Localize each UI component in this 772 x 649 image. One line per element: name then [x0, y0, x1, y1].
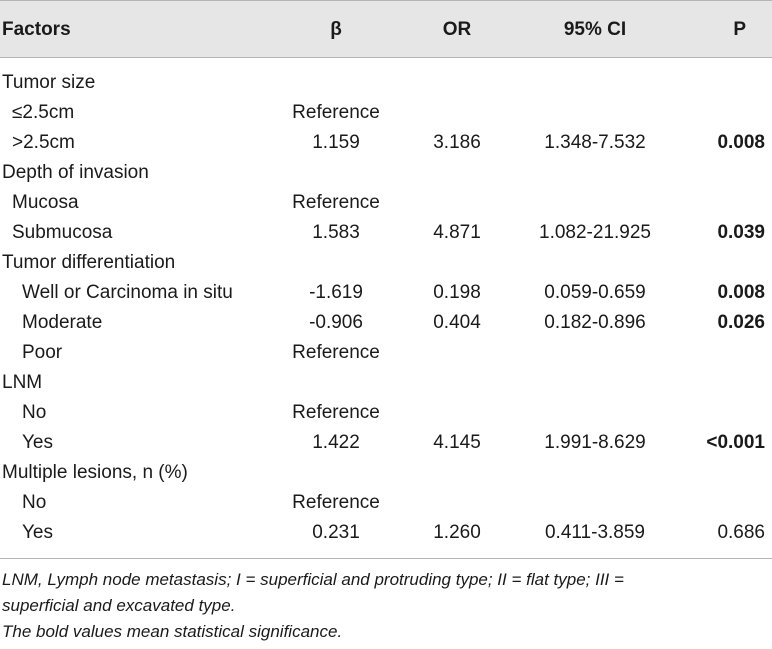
- table-row: [0, 368, 772, 398]
- ci-cell: 0.182-0.896: [544, 312, 646, 333]
- row-label: Multiple lesions, n (%): [2, 462, 188, 483]
- beta-cell: -1.619: [309, 282, 363, 303]
- or-cell: 0.198: [433, 282, 481, 303]
- beta-cell: -0.906: [309, 312, 363, 333]
- table-header: [0, 0, 772, 58]
- beta-cell: Reference: [292, 342, 380, 363]
- header-ci: 95% CI: [563, 19, 627, 40]
- p-value-cell: 0.686: [717, 522, 765, 543]
- row-label: Yes: [22, 432, 53, 453]
- table-row: [0, 68, 772, 98]
- table-row: [0, 338, 772, 368]
- ci-cell: 0.059-0.659: [544, 282, 646, 303]
- beta-cell: 1.422: [312, 432, 360, 453]
- row-label: Tumor size: [2, 72, 96, 93]
- table-row: [0, 218, 772, 248]
- table-row: [0, 248, 772, 278]
- or-cell: 4.145: [433, 432, 481, 453]
- or-cell: 0.404: [433, 312, 481, 333]
- or-cell: 1.260: [433, 522, 481, 543]
- row-label: Depth of invasion: [2, 162, 149, 183]
- beta-cell: 1.159: [312, 132, 360, 153]
- beta-cell: Reference: [292, 402, 380, 423]
- p-value-cell: 0.008: [717, 132, 765, 153]
- footnote-bold-meaning: The bold values mean statistical significance.: [2, 622, 343, 641]
- p-value-cell: 0.039: [717, 222, 765, 243]
- row-label: Yes: [22, 522, 53, 543]
- p-value-cell: 0.026: [717, 312, 765, 333]
- beta-cell: Reference: [292, 102, 380, 123]
- ci-cell: 0.411-3.859: [544, 522, 646, 543]
- row-label: >2.5cm: [12, 132, 75, 153]
- ci-cell: 1.991-8.629: [544, 432, 646, 453]
- table-row: [0, 308, 772, 338]
- row-label: No: [22, 492, 47, 513]
- footnote-abbreviations-1: LNM, Lymph node metastasis; I = superficial and protruding type; II = flat type; III =: [2, 570, 624, 589]
- beta-cell: 1.583: [312, 222, 360, 243]
- table-row: [0, 488, 772, 518]
- table-row: [0, 398, 772, 428]
- beta-cell: Reference: [292, 492, 380, 513]
- header-factors: Factors: [2, 19, 71, 40]
- row-label: Poor: [22, 342, 63, 363]
- or-cell: 3.186: [433, 132, 481, 153]
- header-beta: β: [330, 19, 342, 40]
- header-p: P: [733, 19, 746, 40]
- table-row: [0, 128, 772, 158]
- beta-cell: 0.231: [312, 522, 360, 543]
- beta-cell: Reference: [292, 192, 380, 213]
- row-label: Tumor differentiation: [2, 252, 176, 273]
- table-row: [0, 278, 772, 308]
- table-row: [0, 158, 772, 188]
- footnote-abbreviations-2: superficial and excavated type.: [2, 596, 236, 615]
- p-value-cell: 0.008: [717, 282, 765, 303]
- table-row: [0, 428, 772, 458]
- ci-cell: 1.082-21.925: [539, 222, 651, 243]
- header-or: OR: [442, 19, 472, 40]
- row-label: Submucosa: [12, 222, 113, 243]
- table-row: [0, 98, 772, 128]
- table-row: [0, 188, 772, 218]
- row-label: LNM: [2, 372, 43, 393]
- p-value-cell: <0.001: [706, 432, 765, 453]
- table-row: [0, 458, 772, 488]
- table-bottom-rule: [0, 558, 772, 559]
- row-label: Well or Carcinoma in situ: [22, 282, 233, 303]
- row-label: ≤2.5cm: [12, 102, 75, 123]
- row-label: Moderate: [22, 312, 103, 333]
- or-cell: 4.871: [433, 222, 481, 243]
- ci-cell: 1.348-7.532: [544, 132, 646, 153]
- row-label: Mucosa: [12, 192, 79, 213]
- table-row: [0, 518, 772, 548]
- row-label: No: [22, 402, 47, 423]
